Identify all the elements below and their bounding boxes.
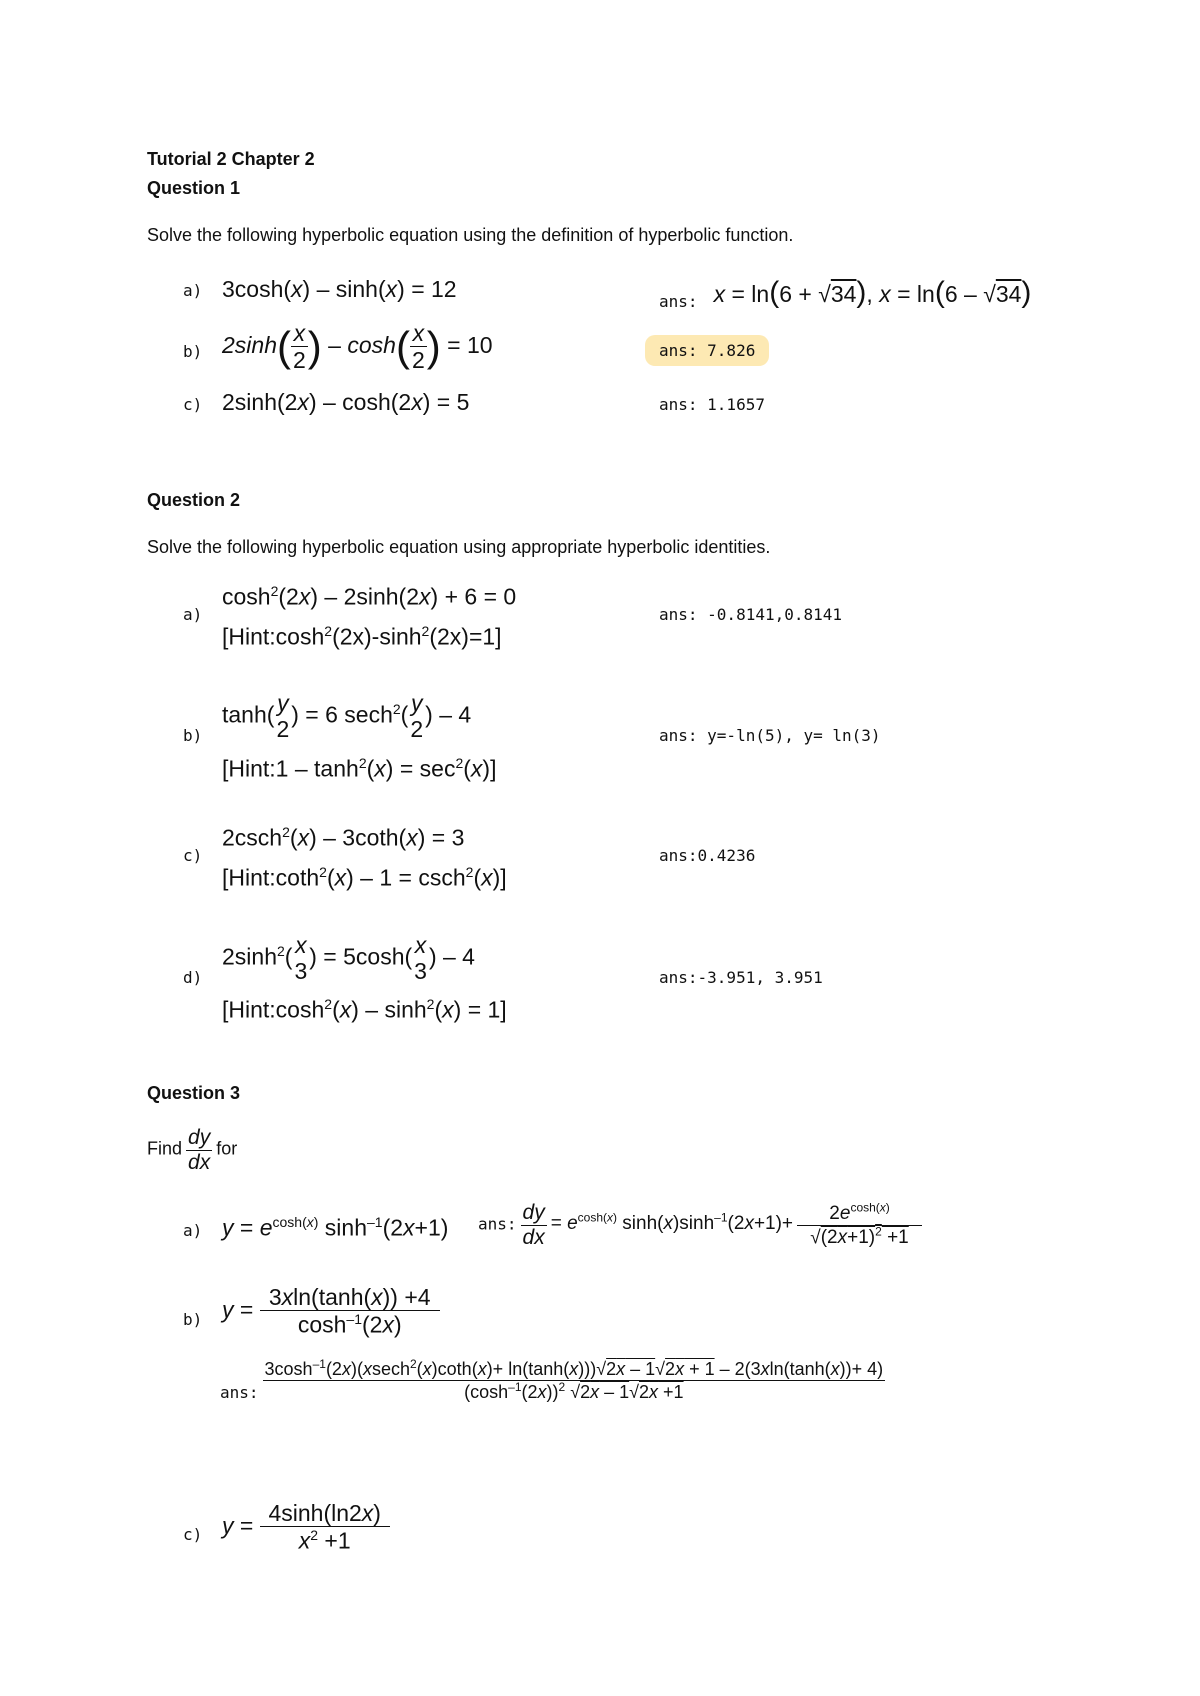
q2-b-hint: [Hint:1 – $\tanh^2(x) = \sec^2(x)$] (222, 755, 497, 782)
q2-d-equation: $2\sinh^2$( x 3 ) = 5cosh( x 3 ) – 4 (222, 932, 475, 985)
q2-a-label: a) (183, 605, 203, 624)
q3-c-equation: y = $\frac{4\sinh(\ln 2x)}{x^2 +1}$ (222, 1500, 390, 1555)
q3-a-answer: ans: $\frac{dy}{dx}$ = $e^{cosh(x)}$ $\sinh(x)\sinh^{-1}(2x+1)+$ $\frac{2e^{cosh(x)}}{√(2x+1)^2 +1}$ (478, 1201, 922, 1250)
q3-a-label: a) (183, 1221, 203, 1240)
q2-d-hint: $[Hint:\cosh^2(x) - \sinh^2(x) = 1]$ (222, 996, 507, 1023)
page-title: Tutorial 2 Chapter 2 (147, 149, 315, 169)
q2-b-equation: tanh( y 2 ) = 6 sech$^2$( y 2 ) – 4 (222, 690, 472, 743)
q2-d-label: d) (183, 968, 203, 987)
q1-c-answer: ans: 1.1657 (659, 395, 765, 414)
q2-a-equation: $\cosh^2(2x) - 2\sinh(2x) + 6 = 0$ (222, 583, 517, 610)
q3-b-answer: ans: $3\cosh^{-1}(2x)(xsech^2(x)\cot h(x)+ \ln(\tanh(x)))√2x - 1√2x + 1 - 2(3xln(\tanh(x))+ 4)$ $(\cosh^{-1}(2x))^2$ √2x – 1√2x +1 (220, 1357, 884, 1402)
q3-a-equation: $y = e^{cosh(x)}$ $\sinh^{-1}(2x+1)$ (222, 1214, 449, 1241)
question-1-instruction: Solve the following hyperbolic equation using the definition of hyperbolic function. (147, 225, 794, 245)
q1-c-equation: 2sinh(2x) – cosh(2x) = 5 (222, 389, 470, 415)
q2-c-hint: [Hint:coth$^2$(x) – 1 = csch$^2$(x)] (222, 864, 507, 891)
q1-c-label: c) (183, 395, 203, 414)
q3-b-label: b) (183, 1310, 203, 1329)
q2-b-label: b) (183, 726, 203, 745)
q1-b-equation: 2sinh( $\frac{x}{2}$ ) – cosh( $\frac{x}{2}$ ) = 10 (222, 320, 493, 374)
q3-c-label: c) (183, 1525, 203, 1544)
question-2-heading: Question 2 (147, 490, 241, 510)
q2-c-label: c) (183, 846, 203, 865)
q1-a-answer: ans: x = ln(6 + √34), x = ln(6 – √34) (659, 276, 1032, 311)
q1-a-label: a) (183, 281, 203, 300)
q3-find-line: Find $\frac{dy}{dx}$ for (147, 1126, 238, 1175)
question-1-heading: Question 1 (147, 178, 241, 198)
q1-b-label: b) (183, 342, 203, 361)
q2-a-answer: ans: -0.8141,0.8141 (659, 605, 843, 624)
q1-a-equation: 3cosh(x) – sinh(x) = 12 (222, 276, 457, 302)
question-3-heading: Question 3 (147, 1083, 241, 1103)
q2-a-hint: $[Hint:\cosh^2(2x)-\sinh^2(2x)=1]$ (222, 623, 502, 650)
q2-c-answer: ans:0.4236 (659, 846, 756, 865)
q3-b-equation: y = $\frac{3xln(\tanh(x)) +4}{\cosh^{-1}(2x)}$ (222, 1284, 440, 1339)
q2-c-equation: 2csch$^2$(x) – 3coth(x) = 3 (222, 824, 465, 851)
q2-b-answer: ans: y=-ln(5), y= ln(3) (659, 726, 881, 745)
q2-d-answer: ans:-3.951, 3.951 (659, 968, 823, 987)
question-2-instruction: Solve the following hyperbolic equation using appropriate hyperbolic identities. (147, 537, 771, 557)
q1-b-answer: ans: 7.826 (645, 335, 769, 366)
